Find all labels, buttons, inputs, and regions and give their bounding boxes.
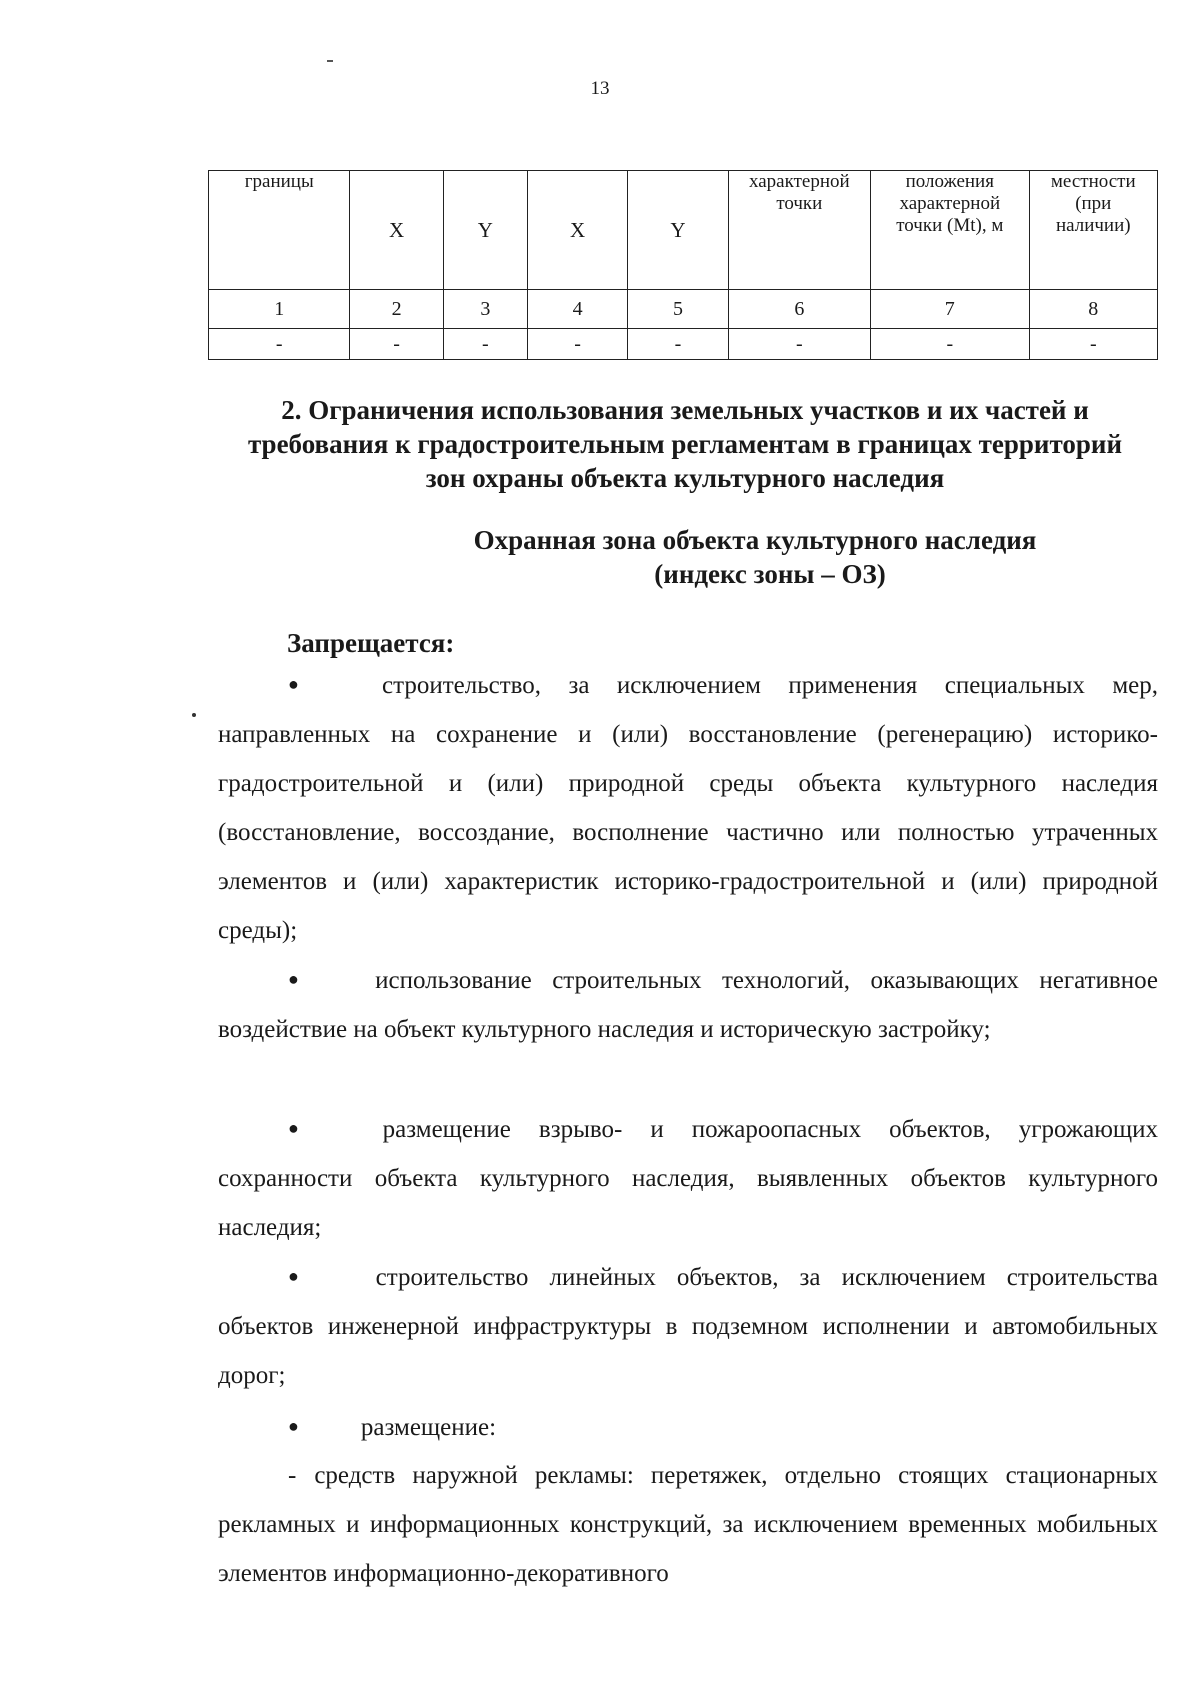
table-cell: - (350, 329, 443, 360)
list-item (218, 1402, 1158, 1452)
table-cell: 3 (443, 290, 527, 329)
zone-heading (200, 523, 1170, 591)
page-number: 13 (590, 78, 610, 99)
section-heading-line: требования к градостроительным регламентам в границах территорий (247, 429, 1123, 459)
bullet-icon: ● (288, 674, 321, 694)
section-heading-line: 2. Ограничения использования земельных участков и их частей и (281, 395, 1089, 425)
list-item-text: средств наружной рекламы: перетяжек, отдельно стоящих стационарных рекламных и информационных конструкций, за исключением временных мобильных элементов информационно-декоративного (218, 1462, 1158, 1587)
header-line: наличии) (1055, 215, 1131, 236)
section-heading (200, 393, 1170, 495)
table-cell: 6 (728, 290, 870, 329)
header-line: точки (Mt), м (896, 215, 1004, 236)
bullet-icon: ● (288, 1416, 299, 1436)
dash-marker: - (288, 1462, 297, 1489)
list-item-text: строительство, за исключением применения специальных мер, направленных на сохранение и (или) восстановление (регенерацию) историко-градостроительной и (или) природной среды объекта культурного наследия (восстановление, воссоздание, восполнение частично или полностью утраченных элементов и (или) характеристик историко-градостроительной и (или) природной среды); (218, 672, 1158, 944)
table-header-row (209, 171, 1158, 290)
bullet-icon: ● (288, 1266, 314, 1286)
header-cell-point (728, 171, 870, 290)
list-item-text: использование строительных технологий, оказывающих негативное воздействие на объект культурного наследия и историческую застройку; (218, 967, 1158, 1043)
list-item (218, 660, 1158, 955)
scan-artifact (327, 60, 333, 62)
bullet-icon: ● (288, 969, 314, 989)
header-cell-x: X (350, 171, 443, 290)
table-column-numbers-row (209, 290, 1158, 329)
zone-heading-line: Охранная зона объекта культурного наследия (473, 525, 1037, 555)
table-cell: 5 (628, 290, 728, 329)
list-item-text: размещение: (360, 1414, 497, 1441)
table-cell: - (209, 329, 350, 360)
header-line: характерной (748, 171, 850, 192)
zone-heading-line: (индекс зоны – ОЗ) (654, 559, 886, 589)
header-line: положения (905, 171, 994, 192)
header-cell-y: Y (443, 171, 527, 290)
bullet-icon: ● (288, 1118, 321, 1138)
header-cell-terrain (1029, 171, 1157, 290)
list-item (218, 955, 1158, 1054)
coordinates-table (208, 170, 1158, 360)
header-line: (при (1075, 193, 1112, 214)
section-heading-line: зон охраны объекта культурного наследия (425, 463, 945, 493)
table-cell: - (728, 329, 870, 360)
table-cell: - (443, 329, 527, 360)
table-cell: - (871, 329, 1030, 360)
prohibited-label: Запрещается: (287, 628, 455, 658)
table-cell: - (628, 329, 728, 360)
table-row (209, 329, 1158, 360)
header-line: точки (776, 193, 823, 214)
header-line: характерной (899, 193, 1001, 214)
list-item (218, 1104, 1158, 1252)
list-item (218, 1451, 1158, 1598)
scan-artifact (192, 713, 196, 717)
header-cell-boundary: границы (209, 171, 350, 290)
list-item-text: размещение взрыво- и пожароопасных объектов, угрожающих сохранности объекта культурного наследия, выявленных объектов культурного наследия; (218, 1116, 1158, 1241)
header-line: местности (1050, 171, 1136, 192)
table-cell: - (527, 329, 627, 360)
header-cell-x: X (527, 171, 627, 290)
table-cell: 2 (350, 290, 443, 329)
table-cell: 4 (527, 290, 627, 329)
table-cell: - (1029, 329, 1157, 360)
table-cell: 7 (871, 290, 1030, 329)
list-item-text: строительство линейных объектов, за исключением строительства объектов инженерной инфраструктуры в подземном исполнении и автомобильных дорог; (218, 1264, 1158, 1389)
list-item (218, 1252, 1158, 1400)
table-cell: 8 (1029, 290, 1157, 329)
table-cell: 1 (209, 290, 350, 329)
header-cell-y: Y (628, 171, 728, 290)
header-cell-accuracy (871, 171, 1030, 290)
